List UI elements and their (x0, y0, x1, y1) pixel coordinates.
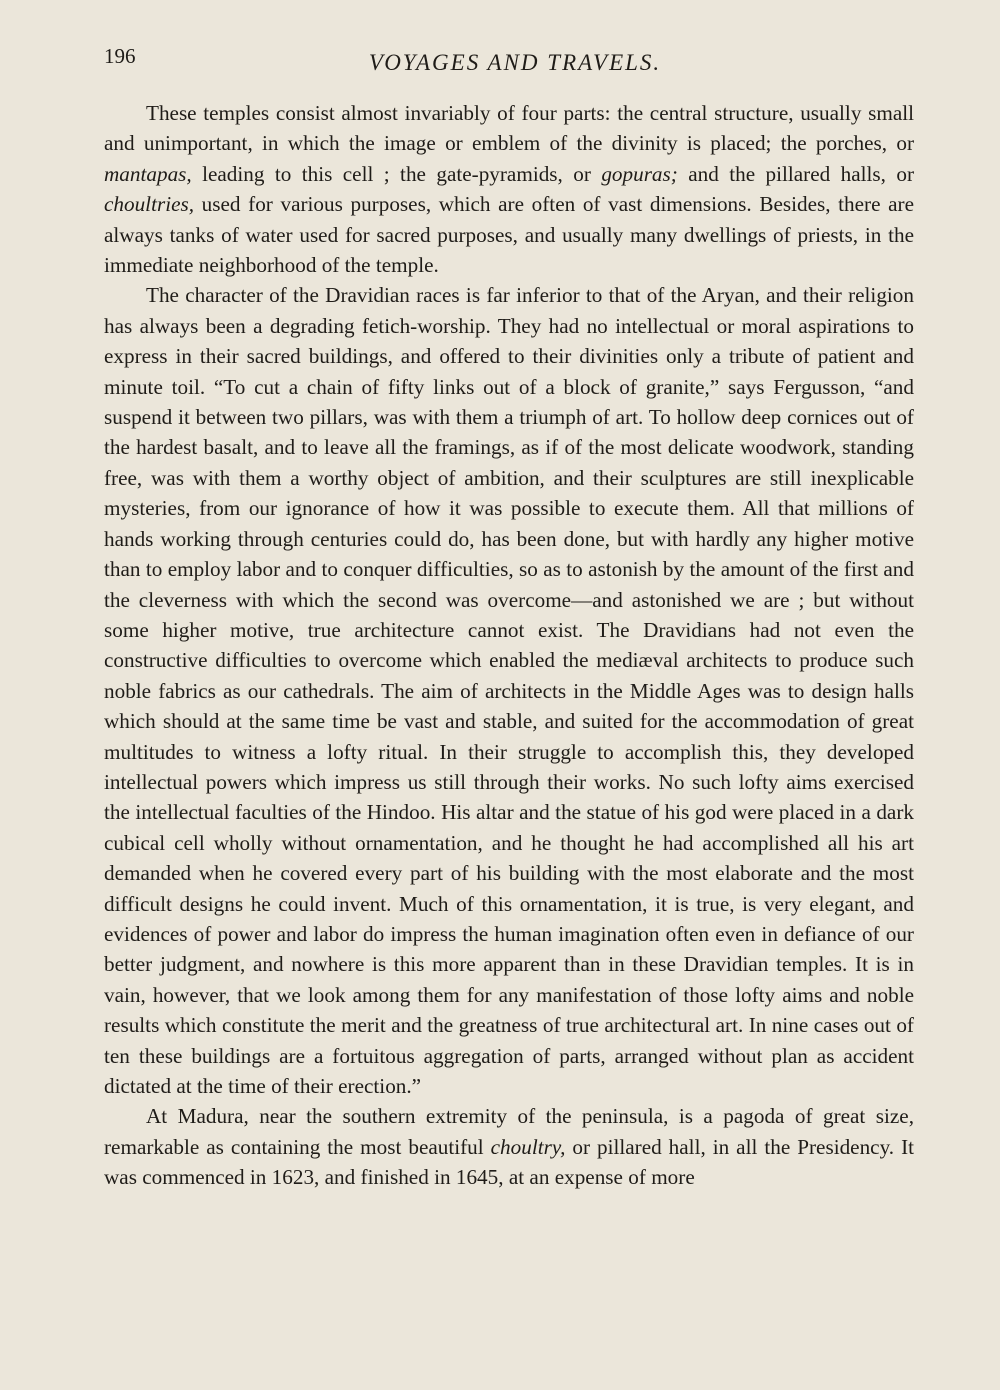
text-run: and the pillared halls, or (677, 161, 915, 186)
text-run: leading to this cell ; the gate-pyramids, or (191, 161, 602, 186)
paragraph-3 (104, 1101, 914, 1192)
body-text (104, 98, 914, 1193)
italic-term-choultries: choultries, (104, 192, 195, 217)
paragraph-1 (104, 98, 914, 280)
text-run: or pillared hall, in all the Presidency. It was commenced in 1623, and finished in 1645, at an expense of more (104, 1134, 915, 1190)
paragraph-2 (104, 280, 914, 1101)
text-run: The character of the Dravidian races is far inferior to that of the Aryan, and their religion has always been a degrading fetich-worship. They had no intellectual or moral aspirations to express in their sacred buildings, and offered to their divinities only a tribute of patient and minute toil. “To cut a chain of fifty links out of a block of granite,” says Fergusson, “and suspend it between two pillars, was with them a triumph of art. To hollow deep cornices out of the hardest basalt, and to leave all the framings, as if of the most delicate woodwork, standing free, was with them a worthy object of ambition, and their sculptures are still inexplicable mysteries, from our ignorance of how it was possible to execute them. All that millions of hands working through centuries could do, has been done, but with hardly any higher motive than to employ labor and to conquer difficulties, so as to astonish by the amount of the first and the cleverness with which the second was overcome—and astonished we are ; but without some higher motive, true architecture cannot exist. The Dravidians had not even the constructive difficulties to overcome which enabled the mediæval architects to produce such noble fabrics as our cathedrals. The aim of architects in the Middle Ages was to design halls which should at the same time be vast and stable, and suited for the accommodation of great multitudes to witness a lofty ritual. In their struggle to accomplish this, they developed intellectual powers which impress us still through their works. No such lofty aims exercised the intellectual faculties of the Hindoo. His altar and the statue of his god were placed in a dark cubical cell wholly without ornamentation, and he thought he had accomplished all his art demanded when he covered every part of his building with the most elaborate and the most difficult designs he could invent. Much of this ornamentation, it is true, is very elegant, and evidences of power and labor do impress the human imagination often even in defiance of our better judgment, and nowhere is this more apparent than in these Dravidian temples. It is in vain, however, that we look among them for any manifestation of those lofty aims and noble results which constitute the merit and the greatness of true architectural art. In nine cases out of ten these buildings are a fortuitous aggregation of parts, arranged without plan as accident dictated at the time of their erection.” (104, 283, 914, 1098)
text-run: At Madura, near the southern extremity of the peninsula, is a pagoda of great size, remarkable as containing the most beautiful (104, 1104, 914, 1159)
text-run: used for various purposes, which are often of vast dimensions. Besides, there are always tanks of water used for sacred purposes, and usually many dwellings of priests, in the immediate neighborhood of the temple. (104, 192, 914, 278)
italic-term-gopuras: gopuras; (601, 161, 678, 186)
italic-term-mantapas: mantapas, (104, 161, 192, 186)
page-number: 196 (104, 44, 136, 68)
text-run: These temples consist almost invariably of four parts: the central structure, usually small and unimportant, in which the image or emblem of the divinity is placed; the porches, or (104, 101, 914, 156)
running-title: VOYAGES AND TRAVELS. (368, 50, 662, 75)
italic-term-choultry: choultry, (490, 1134, 566, 1159)
